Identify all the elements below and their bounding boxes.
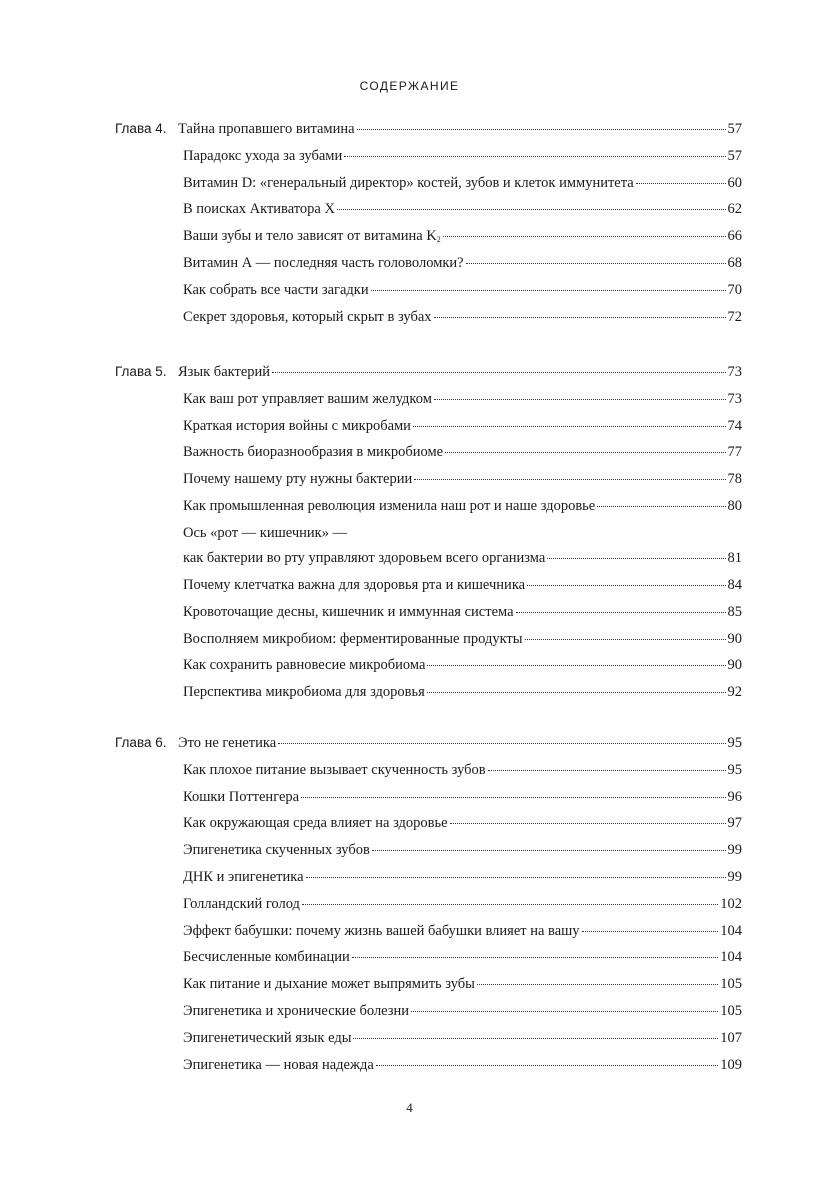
entry-title-line1: Ось «рот — кишечник» —	[183, 524, 348, 541]
toc-entry-line	[183, 923, 742, 940]
entry-page-number: 95	[727, 761, 742, 778]
chapter-label: Глава 5.	[115, 364, 167, 379]
dot-leader	[278, 743, 725, 744]
dot-leader	[427, 665, 725, 666]
entry-page-number: 99	[727, 842, 742, 859]
toc-entry-line	[178, 364, 742, 381]
entry-title: Кошки Поттенгера	[183, 788, 300, 805]
dot-leader	[306, 877, 726, 878]
toc-entry-line	[183, 762, 742, 779]
toc-entry-line	[183, 842, 742, 859]
chapter-heading	[0, 121, 819, 148]
dot-leader	[301, 797, 725, 798]
dot-leader	[352, 957, 718, 958]
section-entry	[0, 148, 819, 175]
dot-leader	[525, 639, 726, 640]
entry-title: Эффект бабушки: почему жизнь вашей бабушки влияет на вашу	[183, 922, 580, 939]
chapter-heading	[0, 364, 819, 391]
section-entry	[0, 175, 819, 202]
toc-entry-line	[183, 869, 742, 886]
entry-title: Как сохранить равновесие микробиома	[183, 657, 426, 674]
toc-entry-line	[183, 789, 742, 806]
section-entry	[0, 949, 819, 976]
entry-title: Язык бактерий	[178, 364, 271, 380]
toc-entry-line	[183, 471, 742, 488]
dot-leader	[477, 984, 718, 985]
toc-entry-line	[183, 949, 742, 966]
toc-entry-line	[183, 309, 742, 326]
section-entry	[0, 657, 819, 684]
section-entry	[0, 550, 819, 577]
entry-title: Как плохое питание вызывает скученность зубов	[183, 761, 486, 778]
dot-leader	[434, 399, 726, 400]
dot-leader	[488, 770, 726, 771]
page-header: СОДЕРЖАНИЕ	[359, 79, 460, 93]
toc-entry-line	[183, 148, 742, 165]
entry-page-number: 78	[727, 471, 742, 488]
toc-entry-line	[183, 201, 742, 218]
dot-leader	[547, 558, 725, 559]
toc-entry-line	[183, 175, 742, 192]
toc-entry-line	[178, 735, 742, 752]
entry-title: как бактерии во рту управляют здоровьем всего организма	[183, 550, 546, 567]
entry-page-number: 95	[727, 735, 742, 751]
entry-page-number: 68	[727, 255, 742, 271]
section-entry	[0, 604, 819, 631]
dot-leader	[357, 129, 726, 130]
entry-page-number: 92	[727, 684, 742, 701]
subscript: 2	[436, 235, 441, 245]
entry-title: Эпигенетика скученных зубов	[183, 842, 370, 859]
section-entry	[0, 976, 819, 1003]
entry-title: Бесчисленные комбинации	[183, 949, 350, 966]
section-entry	[0, 471, 819, 498]
dot-leader	[411, 1011, 718, 1012]
entry-page-number: 107	[720, 1029, 742, 1046]
entry-page-number: 77	[727, 444, 742, 461]
dot-leader	[636, 183, 726, 184]
dot-leader	[372, 850, 726, 851]
entry-title: Перспектива микробиома для здоровья	[183, 684, 425, 701]
chapter-label: Глава 4.	[115, 121, 167, 136]
section-entry	[0, 228, 819, 255]
toc-entry-line	[183, 1030, 742, 1047]
entry-page-number: 105	[720, 1003, 742, 1019]
entry-title: Ваши зубы и тело зависят от витамина $K_2$	[183, 228, 441, 245]
entry-page-number: 104	[720, 949, 742, 966]
section-entry	[0, 789, 819, 816]
chapter-label: Глава 6.	[115, 735, 167, 750]
page-number: 4	[406, 1100, 413, 1115]
dot-leader	[302, 904, 718, 905]
entry-page-number: 90	[727, 657, 742, 674]
entry-page-number: 72	[727, 308, 742, 325]
entry-title: Голландский голод	[183, 895, 300, 912]
entry-title: Это не генетика	[178, 735, 277, 751]
toc-entry-line	[183, 391, 742, 408]
entry-page-number: 109	[720, 1056, 742, 1073]
section-entry	[0, 444, 819, 471]
entry-page-number: 85	[727, 603, 742, 620]
entry-title: Важность биоразнообразия в микробиоме	[183, 444, 444, 461]
toc-entry-line	[183, 255, 742, 272]
section-entry	[0, 282, 819, 309]
entry-page-number: 57	[727, 147, 742, 164]
dot-leader	[445, 452, 725, 453]
entry-page-number: 66	[727, 228, 742, 245]
toc-entry-line	[183, 498, 742, 515]
entry-page-number: 81	[727, 550, 742, 567]
entry-title: ДНК и эпигенетика	[183, 869, 304, 885]
toc-entry-line	[183, 444, 742, 461]
entry-page-number: 102	[720, 895, 742, 912]
entry-page-number: 97	[727, 815, 742, 832]
entry-page-number: 80	[727, 498, 742, 514]
section-entry	[0, 869, 819, 896]
entry-title: Тайна пропавшего витамина	[178, 121, 355, 137]
toc-entry-line	[183, 418, 742, 435]
dot-leader	[413, 426, 726, 427]
entry-title: Как окружающая среда влияет на здоровье	[183, 815, 448, 832]
section-entry	[0, 1030, 819, 1057]
dot-leader	[427, 692, 726, 693]
toc-entry-line	[183, 896, 742, 913]
entry-page-number: 57	[727, 121, 742, 137]
section-entry	[0, 201, 819, 228]
toc-entry-line	[183, 604, 742, 621]
entry-title: Секрет здоровья, который скрыт в зубах	[183, 308, 432, 325]
dot-leader	[371, 290, 726, 291]
toc-entry-line	[183, 976, 742, 993]
dot-leader	[527, 585, 725, 586]
entry-page-number: 96	[727, 788, 742, 805]
dot-leader	[582, 931, 719, 932]
dot-leader	[516, 612, 726, 613]
dot-leader	[272, 372, 725, 373]
entry-page-number: 84	[727, 577, 742, 594]
toc-entry-line	[183, 1003, 742, 1020]
entry-page-number: 90	[727, 630, 742, 647]
section-entry	[0, 923, 819, 950]
entry-title: Почему клетчатка важна для здоровья рта и кишечника	[183, 577, 526, 594]
entry-title: Кровоточащие десны, кишечник и иммунная система	[183, 603, 514, 620]
toc-entry-line	[183, 577, 742, 594]
entry-title: В поисках Активатора X	[183, 201, 335, 218]
entry-title: Как собрать все части загадки	[183, 281, 369, 298]
dot-leader	[376, 1065, 718, 1066]
entry-title: Парадокс ухода за зубами	[183, 147, 343, 164]
toc-entry-line	[178, 121, 742, 138]
toc-entry-line	[183, 282, 742, 299]
section-entry	[0, 896, 819, 923]
section-entry	[0, 418, 819, 445]
entry-page-number: 99	[727, 869, 742, 885]
entry-page-number: 73	[727, 390, 742, 407]
section-entry	[0, 255, 819, 282]
section-entry	[0, 391, 819, 418]
entry-title: Восполняем микробиом: ферментированные продукты	[183, 630, 523, 647]
section-entry	[0, 842, 819, 869]
dot-leader	[337, 209, 726, 210]
toc-entry-line	[183, 684, 742, 701]
entry-title: Как промышленная революция изменила наш рот и наше здоровье	[183, 498, 596, 514]
entry-page-number: 105	[720, 976, 742, 993]
entry-title: Эпигенетика и хронические болезни	[183, 1003, 410, 1019]
entry-title: Как питание и дыхание может выпрямить зубы	[183, 976, 475, 993]
toc-entry-line	[183, 815, 742, 832]
section-entry	[0, 684, 819, 711]
section-entry	[0, 1003, 819, 1030]
entry-title: Краткая история войны с микробами	[183, 417, 411, 434]
entry-page-number: 104	[720, 922, 742, 939]
section-entry	[0, 815, 819, 842]
entry-title: Эпигенетический язык еды	[183, 1029, 352, 1046]
dot-leader	[434, 317, 726, 318]
dot-leader	[597, 506, 725, 507]
entry-page-number: 74	[727, 417, 742, 434]
entry-page-number: 60	[727, 174, 742, 191]
section-entry	[0, 762, 819, 789]
dot-leader	[466, 263, 726, 264]
entry-page-number: 70	[727, 281, 742, 298]
section-entry	[0, 309, 819, 336]
toc-entry-line	[183, 1057, 742, 1074]
dot-leader	[450, 823, 726, 824]
chapter-heading	[0, 735, 819, 762]
entry-title: Витамин D: «генеральный директор» костей, зубов и клеток иммунитета	[183, 174, 634, 191]
entry-title: Как ваш рот управляет вашим желудком	[183, 390, 432, 407]
toc-entry-line	[183, 550, 742, 567]
section-entry	[0, 577, 819, 604]
dot-leader	[443, 236, 726, 237]
entry-title: Почему нашему рту нужны бактерии	[183, 471, 413, 488]
entry-page-number: 73	[727, 364, 742, 380]
entry-title: Эпигенетика — новая надежда	[183, 1056, 374, 1073]
section-entry	[0, 631, 819, 658]
section-entry	[0, 498, 819, 525]
section-entry	[0, 1057, 819, 1084]
toc-entry-line	[183, 228, 742, 245]
dot-leader	[353, 1038, 718, 1039]
entry-page-number: 62	[727, 201, 742, 218]
dot-leader	[344, 156, 725, 157]
toc-entry-line	[183, 657, 742, 674]
dot-leader	[414, 479, 725, 480]
entry-title: Витамин А — последняя часть головоломки?	[183, 255, 464, 271]
toc-entry-line	[183, 631, 742, 648]
